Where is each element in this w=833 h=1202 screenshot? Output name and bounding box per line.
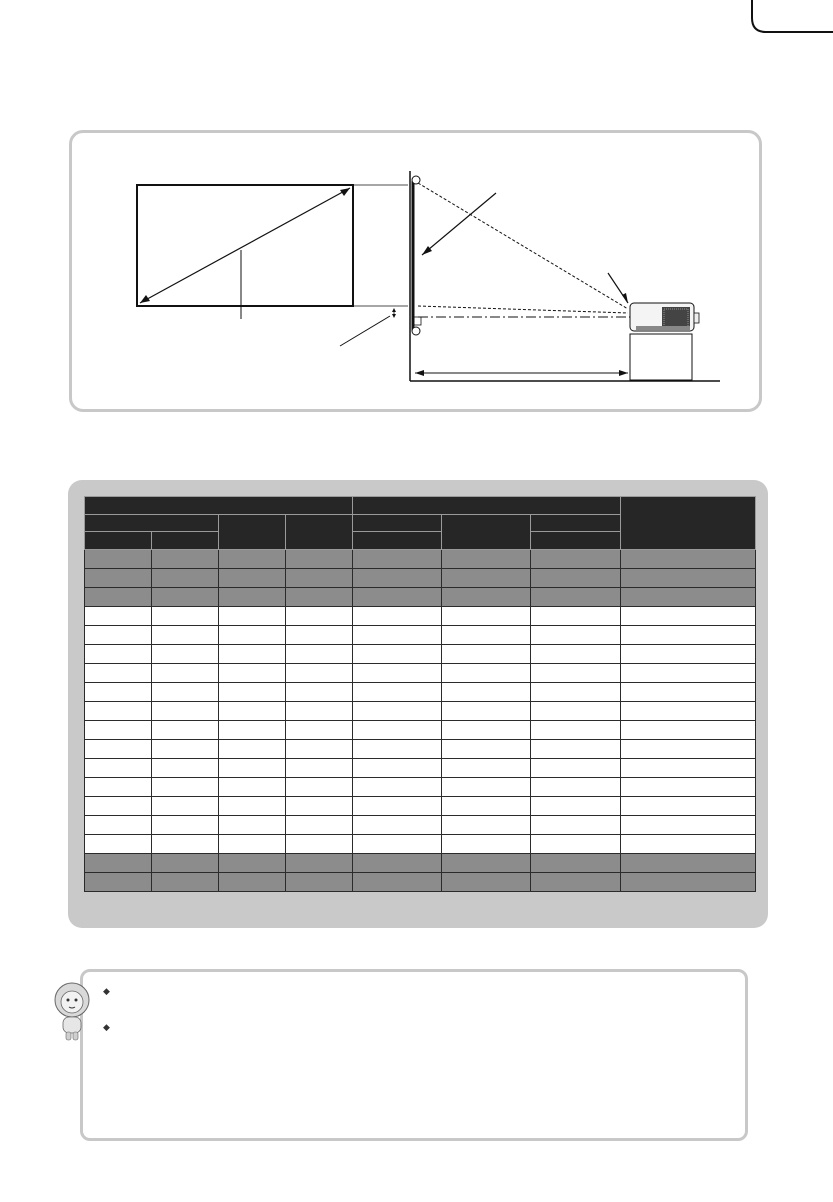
table-row	[85, 588, 756, 607]
table-row	[85, 816, 756, 835]
table-row	[85, 721, 756, 740]
header-max-distance	[531, 515, 621, 532]
page-corner-mark	[0, 0, 833, 60]
tip-bullet-marker: ◆	[103, 1022, 110, 1032]
table-row	[85, 645, 756, 664]
header-projection-distance	[353, 497, 621, 515]
tip-bullet-marker: ◆	[103, 986, 110, 996]
header-diagonal-unit-a	[85, 532, 152, 550]
table-body	[85, 550, 756, 892]
header-average	[442, 515, 531, 550]
table-row	[85, 702, 756, 721]
table-row	[85, 854, 756, 873]
table-row	[85, 797, 756, 816]
projection-diagram-panel	[69, 130, 762, 412]
screen-size-table-panel	[68, 480, 768, 928]
table-row	[85, 664, 756, 683]
projector-illustration	[630, 303, 699, 331]
table-row	[85, 683, 756, 702]
header-width	[286, 515, 353, 550]
table-row	[85, 835, 756, 854]
header-screen-dimensions	[85, 497, 353, 515]
lion-mascot-icon	[52, 980, 92, 1042]
screen-size-table	[84, 496, 756, 892]
table-row	[85, 873, 756, 892]
table-row	[85, 759, 756, 778]
header-diagonal	[85, 515, 219, 532]
projection-line-bottom	[418, 306, 628, 313]
header-max-sub	[531, 532, 621, 550]
table-row	[85, 569, 756, 588]
screen-diagonal-arrow	[140, 188, 350, 303]
header-min-distance	[353, 515, 442, 532]
table-row	[85, 740, 756, 759]
header-min-sub	[353, 532, 442, 550]
offset-label-leader	[340, 316, 390, 346]
projector-stand	[630, 334, 692, 380]
tips-panel	[80, 969, 748, 1141]
table-row	[85, 778, 756, 797]
header-offset	[621, 497, 756, 550]
table-header-row	[85, 497, 756, 515]
projection-diagram	[72, 133, 765, 415]
table-row	[85, 607, 756, 626]
header-height	[219, 515, 286, 550]
screen-label-leader	[422, 193, 496, 255]
table-row	[85, 550, 756, 569]
table-row	[85, 626, 756, 645]
header-diagonal-unit-b	[152, 532, 219, 550]
projection-line-top	[418, 183, 628, 309]
